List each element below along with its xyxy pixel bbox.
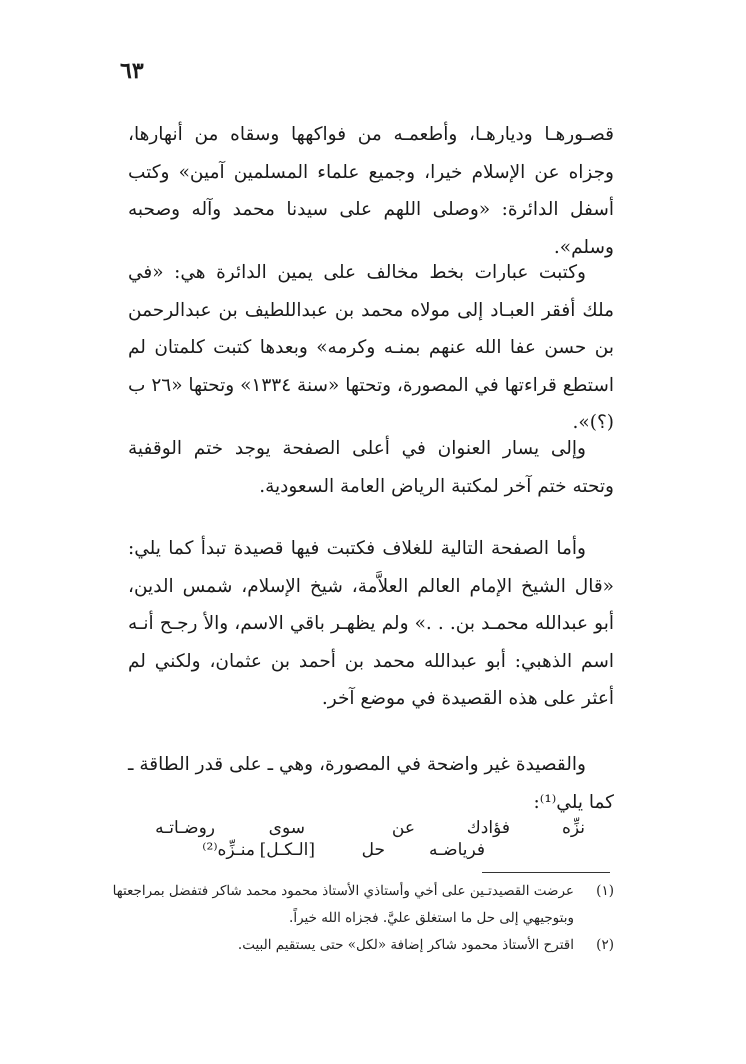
footnote-2 (128, 932, 614, 959)
verse-word: فرياضـه (429, 840, 485, 860)
verse-word: نزِّه (561, 818, 585, 838)
verse-word: فؤادك (466, 818, 510, 838)
footnote-1 (112, 878, 614, 905)
footnote-text: اقترح الأستاذ محمود شاكر إضافة «لكل» حتى يستقيم البيت. (237, 937, 574, 953)
verse-word: روضـاتـه (155, 818, 215, 838)
paragraph-4: وأما الصفحة التالية للغلاف فكتبت فيها قصيدة تبدأ كما يلي: «قال الشيخ الإمام العالم العلاَّمة، شيخ الإسلام، شمس الدين، أبو عبدالله محمـد بن. . .» ولم يظهـر باقي الاسم، والأ رجـح أنـه اسم الذهبي: أبو عبدالله محمد بن أحمد بن عثمان، ولكني لم أعثر على هذه القصيدة في موضع آخر. (128, 538, 614, 709)
verse-word: [الـكـل] (259, 840, 315, 860)
footnote-1-continuation: وبتوجيهي إلى حل ما استغلق عليَّ. فجزاه الله خيراً. (289, 910, 574, 926)
verse-word: منـزِّه⁽²⁾ (202, 840, 255, 860)
paragraph-1: قصـورهـا وديارهـا، وأطعمـه من فواكهها وسقاه من أنهارها، وجزاه عن الإسلام خيرا، وجميع علماء المسلمين آمين» وكتب أسفل الدائرة: «وصلى اللهم على سيدنا محمد وآله وصحبه وسلم». (128, 124, 614, 258)
verse-word: سوى (268, 818, 305, 838)
footnotes (112, 878, 614, 959)
verse-word: عن (391, 818, 415, 838)
page-number: ٦٣ (120, 58, 144, 84)
paragraph-2: وكتبت عبارات بخط مخالف على يمين الدائرة هي: «في ملك أفقر العبـاد إلى مولاه محمد بن عبداللطيف بن عبدالرحمن بن حسن عفا الله عنهم بمنـه وكرمه» وبعدها كتبت كلمتان لم استطع قراءتها في المصورة، وتحتها «سنة ١٣٣٤» وتحتها «٢٦ ب (؟)». (128, 262, 614, 433)
verse-word: حل (361, 840, 385, 860)
paragraph-5: والقصيدة غير واضحة في المصورة، وهي ـ على قدر الطاقة ـ كما يلي⁽¹⁾: (128, 754, 614, 813)
footnote-text: عرضت القصيدتـين على أخي وأستاذي الأستاذ محمود محمد شاكر فتفضل بمراجعتها (112, 883, 574, 899)
footnote-number: (٢) (596, 937, 614, 953)
footnote-divider (482, 872, 610, 873)
paragraph-3: وإلى يسار العنوان في أعلى الصفحة يوجد ختم الوقفية وتحته ختم آخر لمكتبة الرياض العامة السعودية. (128, 438, 614, 497)
footnote-number: (١) (596, 883, 614, 899)
